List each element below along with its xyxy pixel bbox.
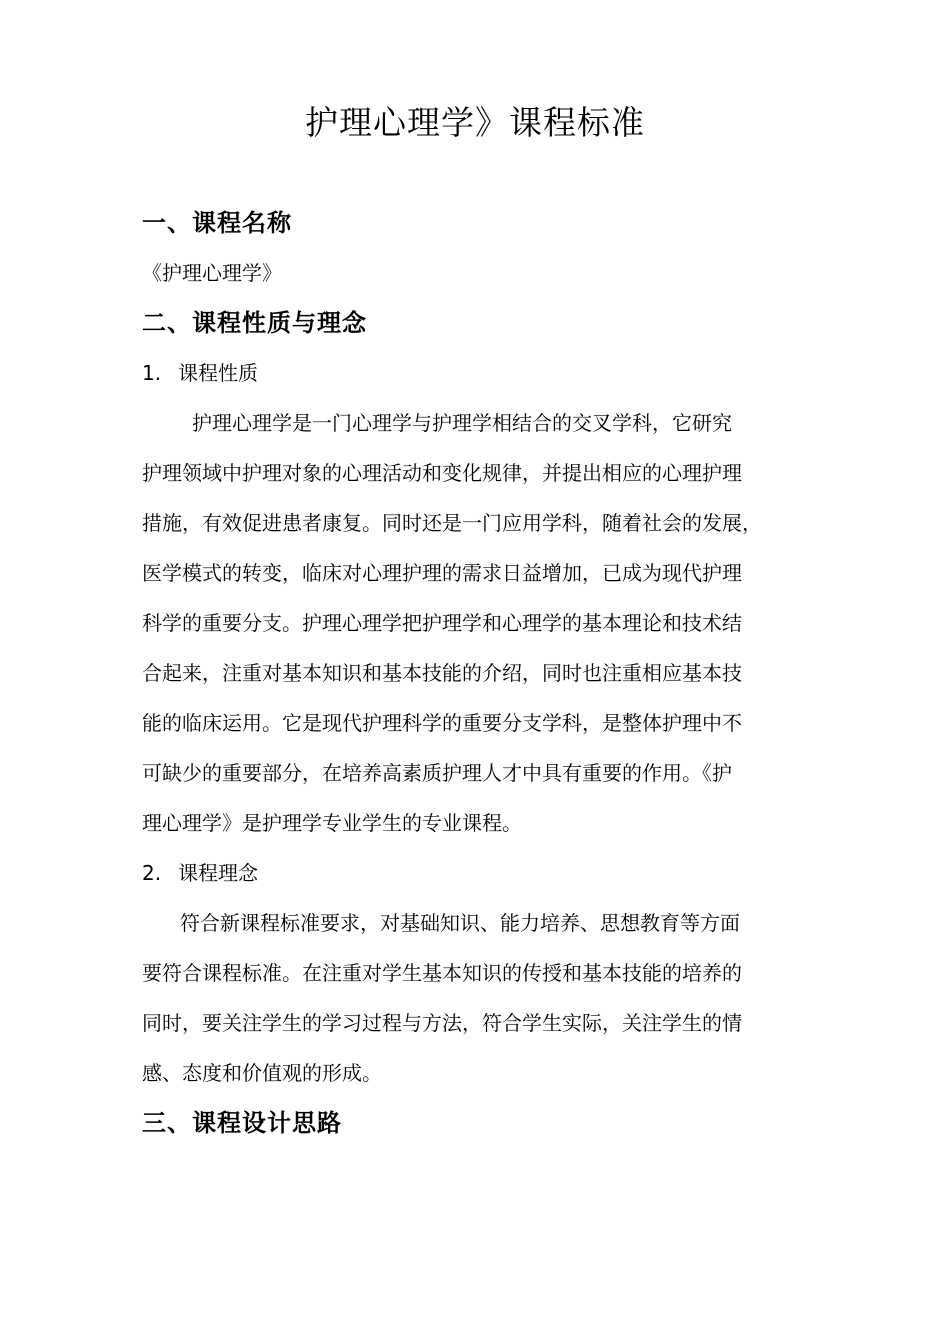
paragraph-line: 能的临床运用。它是现代护理科学的重要分支学科，是整体护理中不 bbox=[142, 711, 742, 735]
subsection-title: 课程理念 bbox=[178, 861, 258, 885]
subsection-title: 课程性质 bbox=[178, 361, 258, 385]
subsection-heading-nature bbox=[142, 348, 822, 398]
section-heading-course-name: 一、课程名称 bbox=[142, 209, 292, 237]
section-heading-design-approach: 三、课程设计思路 bbox=[142, 1109, 342, 1137]
section-heading-nature-concept: 二、课程性质与理念 bbox=[142, 309, 367, 337]
paragraph-line: 理心理学》是护理学专业学生的专业课程。 bbox=[142, 811, 522, 835]
paragraph-line: 科学的重要分支。护理心理学把护理学和心理学的基本理论和技术结 bbox=[142, 611, 742, 635]
paragraph-course-nature bbox=[142, 398, 822, 848]
paragraph-line: 可缺少的重要部分，在培养高素质护理人才中具有重要的作用。《护 bbox=[142, 761, 732, 785]
paragraph-course-concept bbox=[142, 898, 822, 1098]
course-name-text: 《护理心理学》 bbox=[142, 261, 282, 285]
paragraph-line: 要符合课程标准。在注重对学生基本知识的传授和基本技能的培养的 bbox=[142, 961, 742, 985]
paragraph-line: 护理领域中护理对象的心理活动和变化规律，并提出相应的心理护理 bbox=[142, 461, 742, 485]
paragraph-line: 同时，要关注学生的学习过程与方法，符合学生实际，关注学生的情 bbox=[142, 1011, 742, 1035]
paragraph-line: 感、态度和价值观的形成。 bbox=[142, 1061, 382, 1085]
document-body bbox=[142, 198, 822, 1148]
subsection-heading-concept bbox=[142, 848, 822, 898]
paragraph-line: 合起来，注重对基本知识和基本技能的介绍，同时也注重相应基本技 bbox=[142, 661, 742, 685]
paragraph-line: 措施，有效促进患者康复。同时还是一门应用学科，随着社会的发展， bbox=[142, 511, 762, 535]
document-title: 护理心理学》课程标准 bbox=[305, 103, 645, 142]
subsection-number: 2. bbox=[142, 861, 162, 885]
subsection-number: 1. bbox=[142, 361, 162, 385]
paragraph-line: 医学模式的转变，临床对心理护理的需求日益增加，已成为现代护理 bbox=[142, 561, 742, 585]
paragraph-line: 符合新课程标准要求，对基础知识、能力培养、思想教育等方面 bbox=[180, 911, 740, 935]
paragraph-line: 护理心理学是一门心理学与护理学相结合的交叉学科，它研究 bbox=[192, 411, 732, 435]
